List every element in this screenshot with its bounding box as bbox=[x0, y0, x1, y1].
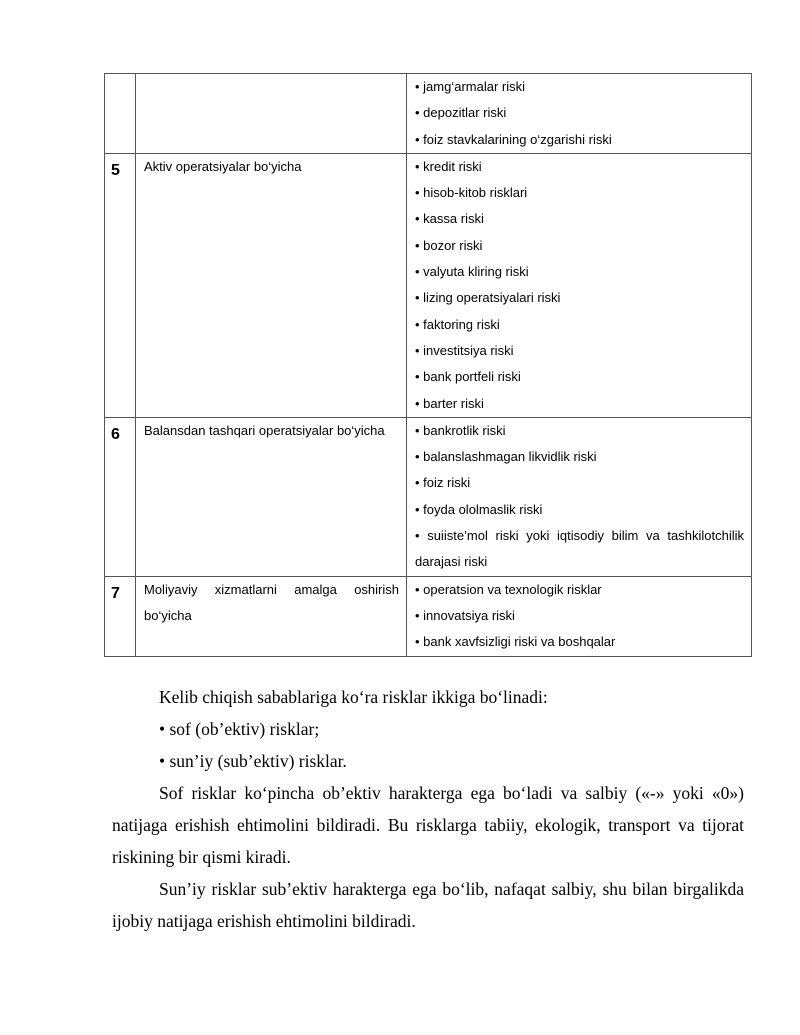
table-row bbox=[105, 417, 752, 576]
list-item: • foiz stavkalarining o‘zgarishi riski bbox=[415, 131, 612, 147]
table-row bbox=[105, 576, 752, 656]
intro-paragraph: Kelib chiqish sabablariga ko‘ra risklar ikkiga bo‘linadi: bbox=[159, 687, 548, 707]
list-item: • operatsion va texnologik risklar bbox=[415, 581, 602, 597]
list-item: • jamg‘armalar riski bbox=[415, 79, 526, 94]
list-item: • bank portfeli riski bbox=[415, 369, 521, 385]
list-item: • investitsiya riski bbox=[415, 342, 514, 358]
table-row bbox=[105, 74, 752, 154]
list-item: • foyda ololmaslik riski bbox=[415, 501, 543, 517]
body-paragraph: Sun’iy risklar sub’ektiv harakterga ega bo‘lib, nafaqat salbiy, shu bilan birgalikda ijobiy natijaga erishish ehtimolini bildiradi. bbox=[112, 879, 744, 931]
list-item: • balanslashmagan likvidlik riski bbox=[415, 449, 597, 465]
row-category-text: Moliyaviy xizmatlarni amalga oshirish bo‘yicha bbox=[144, 581, 399, 623]
list-item: • bank xavfsizligi riski va boshqalar bbox=[415, 634, 616, 650]
list-item: • bankrotlik riski bbox=[415, 422, 506, 438]
row-number bbox=[105, 74, 136, 154]
row-number: 5 bbox=[105, 153, 136, 417]
risk-table bbox=[104, 73, 752, 657]
list-item: • foiz riski bbox=[415, 475, 471, 491]
body-paragraph: Sof risklar ko‘pincha ob’ektiv harakterga ega bo‘ladi va salbiy («-» yoki «0») natijaga erishish ehtimolini bildiradi. Bu risklarga tabiiy, ekologik, transport va tijorat riskining bir qismi kiradi. bbox=[112, 783, 744, 867]
list-item: • kassa riski bbox=[415, 211, 484, 227]
list-item: • hisob-kitob risklari bbox=[415, 185, 528, 201]
row-category bbox=[136, 576, 407, 656]
list-item: • kredit riski bbox=[415, 158, 482, 174]
row-category: Aktiv operatsiyalar bo‘yicha bbox=[136, 153, 407, 417]
row-number: 7 bbox=[105, 576, 136, 656]
list-item: • lizing operatsiyalari riski bbox=[415, 290, 561, 306]
row-items bbox=[407, 153, 752, 417]
list-item: • depozitlar riski bbox=[415, 105, 507, 121]
bullet-item: • sun’iy (sub’ektiv) risklar. bbox=[159, 751, 347, 771]
bullet-item: • sof (ob’ektiv) risklar; bbox=[159, 719, 320, 739]
list-item: • innovatsiya riski bbox=[415, 607, 515, 623]
row-items bbox=[407, 74, 752, 154]
list-item: • bozor riski bbox=[415, 237, 483, 253]
table-row bbox=[105, 153, 752, 417]
row-items bbox=[407, 576, 752, 656]
row-category: Balansdan tashqari operatsiyalar bo‘yicha bbox=[136, 417, 407, 576]
list-item: • valyuta kliring riski bbox=[415, 264, 529, 280]
list-item: • barter riski bbox=[415, 395, 484, 411]
list-item: • faktoring riski bbox=[415, 316, 500, 332]
row-category bbox=[136, 74, 407, 154]
row-number: 6 bbox=[105, 417, 136, 576]
row-items bbox=[407, 417, 752, 576]
list-item: • suiiste’mol riski yoki iqtisodiy bilim va tashkilotchilik darajasi riski bbox=[415, 528, 744, 570]
